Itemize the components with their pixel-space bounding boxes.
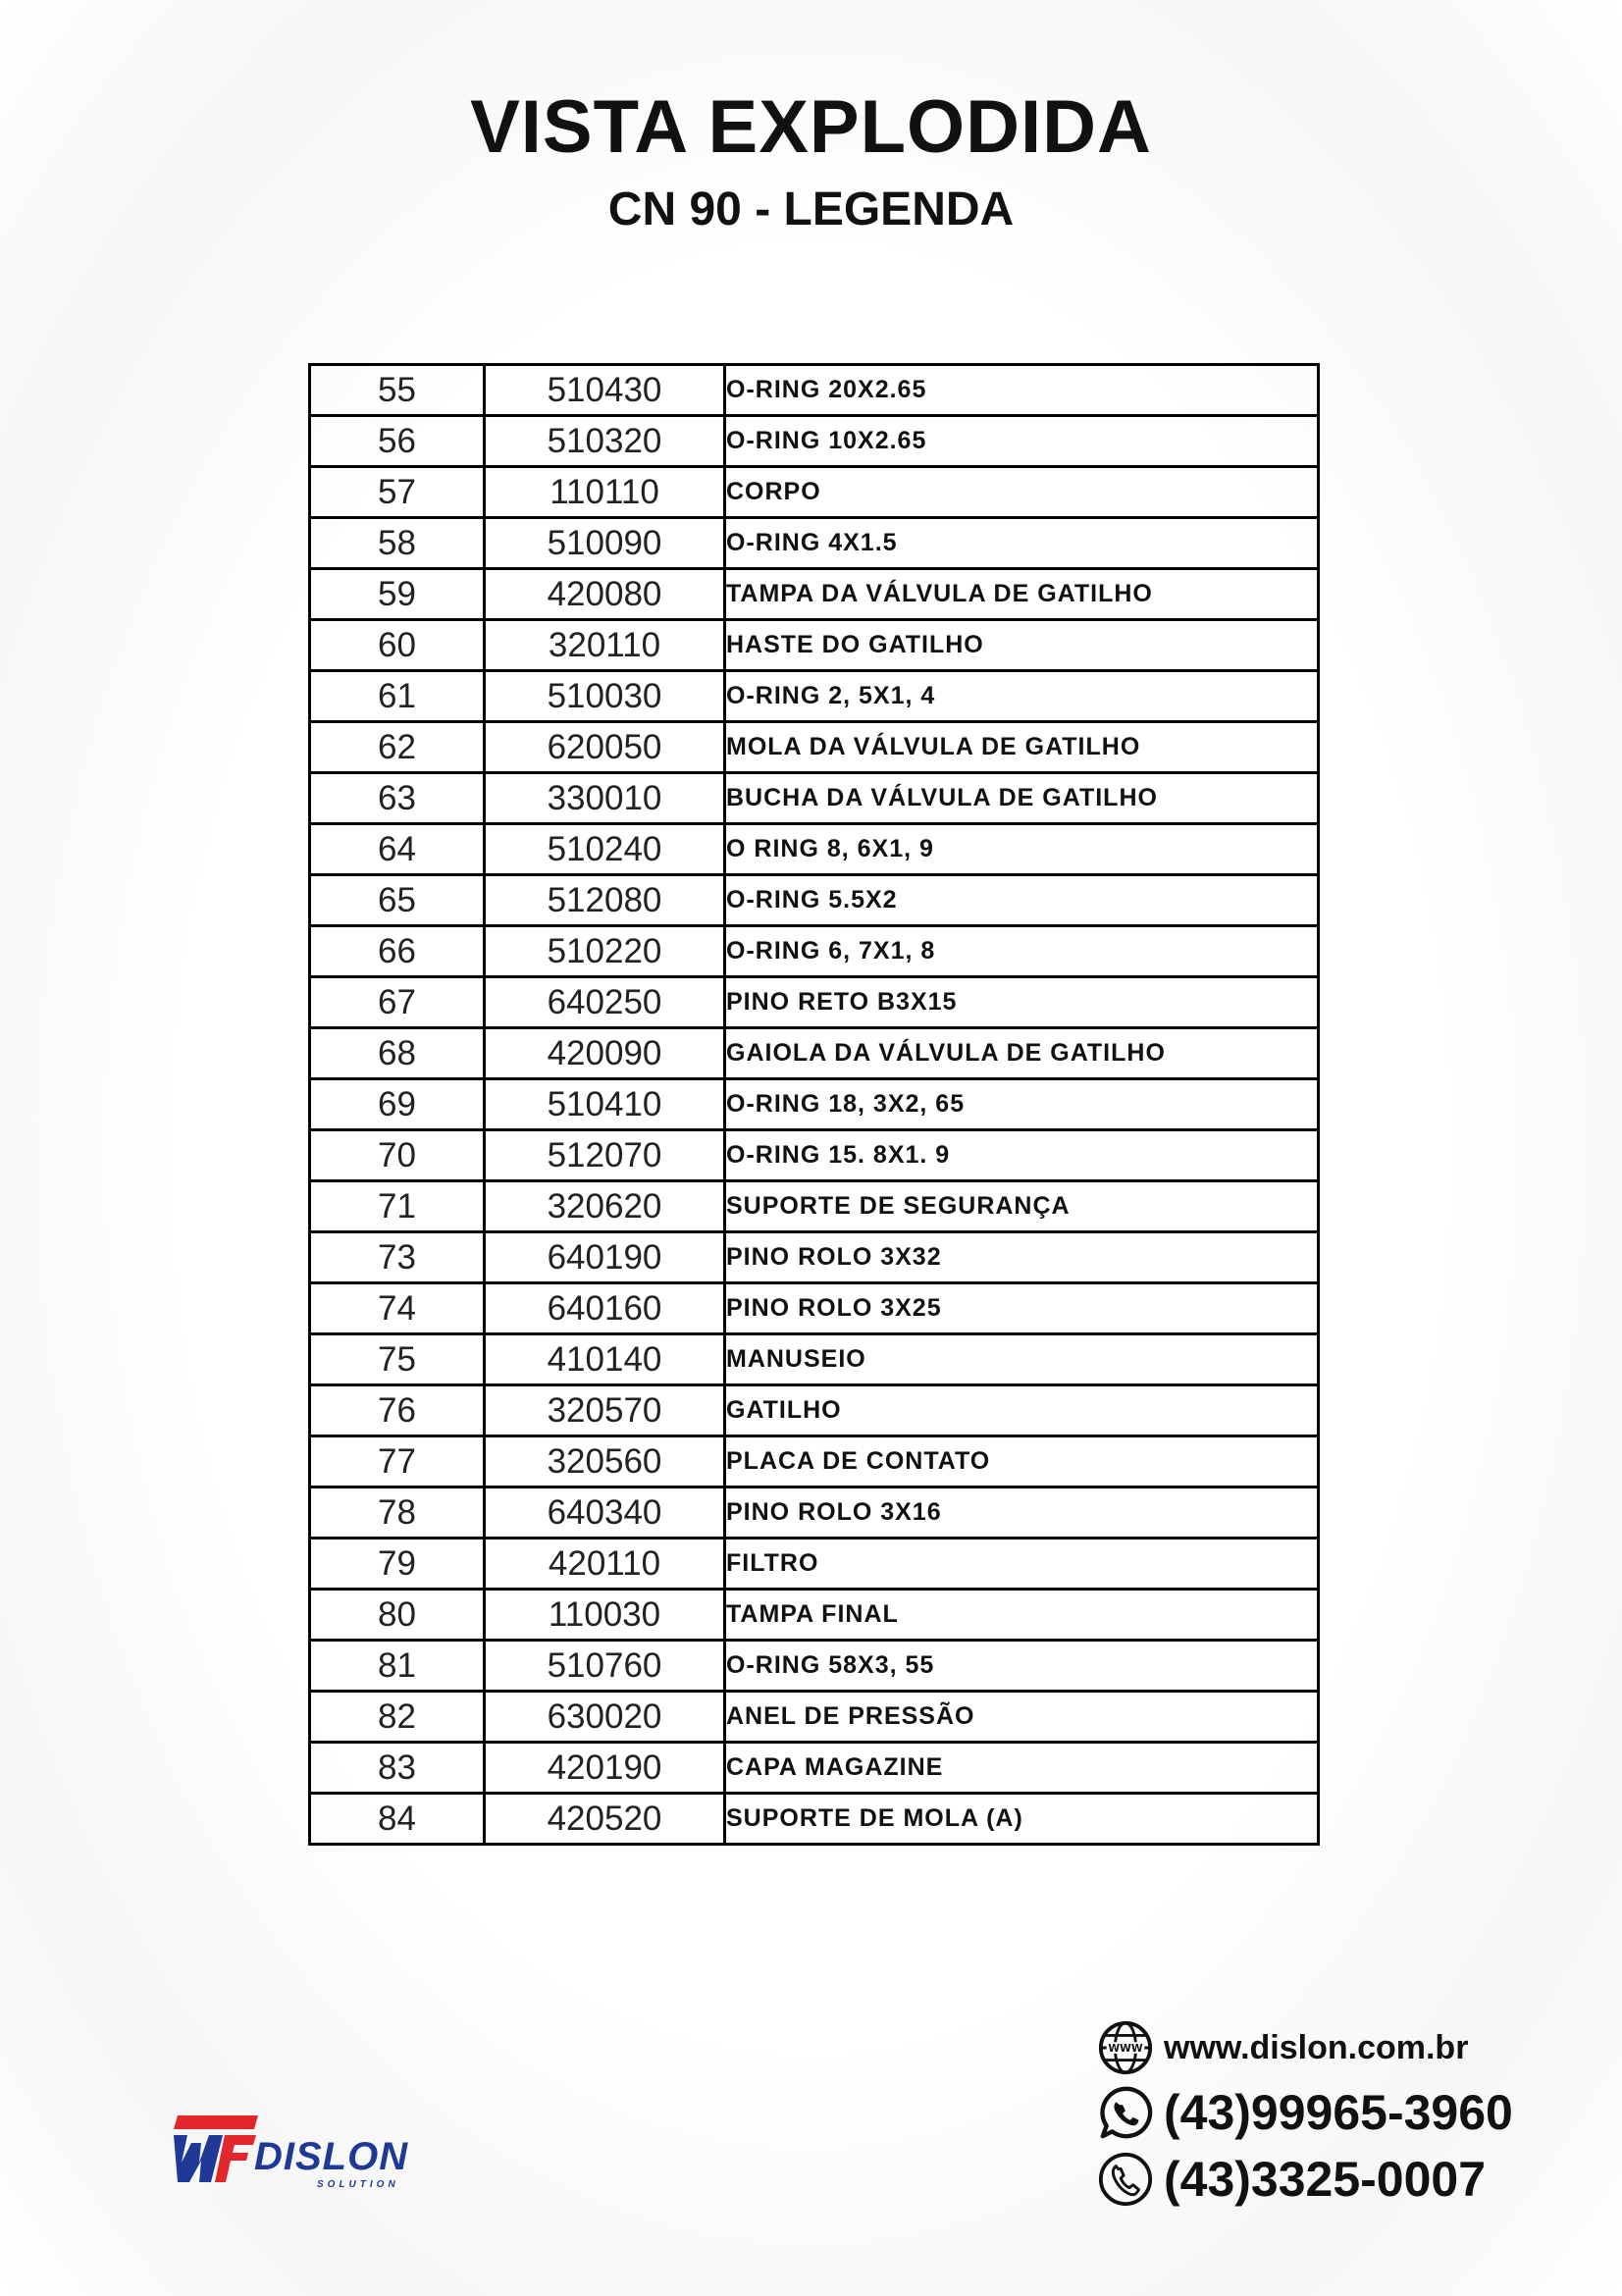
- table-row: [310, 773, 1319, 824]
- page-title: VISTA EXPLODIDA: [470, 85, 1152, 169]
- table-row: [310, 1436, 1319, 1487]
- part-code: 512080: [485, 875, 725, 926]
- table-row: [310, 1385, 1319, 1436]
- part-code: 420520: [485, 1794, 725, 1845]
- table-row: [310, 416, 1319, 467]
- globe-icon: [1097, 2019, 1154, 2076]
- part-code: 330010: [485, 773, 725, 824]
- part-number: 56: [310, 416, 485, 467]
- part-code: 640250: [485, 977, 725, 1028]
- part-number: 62: [310, 722, 485, 773]
- table-row: [310, 1487, 1319, 1539]
- part-code: 640160: [485, 1283, 725, 1334]
- part-code: 420080: [485, 569, 725, 620]
- part-number: 59: [310, 569, 485, 620]
- table-row: [310, 1181, 1319, 1232]
- part-number: 74: [310, 1283, 485, 1334]
- part-description: TAMPA FINAL: [725, 1590, 1319, 1641]
- part-code: 420190: [485, 1743, 725, 1794]
- part-code: 510760: [485, 1641, 725, 1692]
- part-code: 510030: [485, 671, 725, 722]
- phone-contact[interactable]: [1097, 2151, 1486, 2208]
- table-row: [310, 977, 1319, 1028]
- part-code: 630020: [485, 1692, 725, 1743]
- part-description: O-RING 6, 7X1, 8: [725, 926, 1319, 977]
- part-code: 110110: [485, 467, 725, 518]
- parts-table-body: [310, 365, 1319, 1845]
- table-row: [310, 1539, 1319, 1590]
- part-description: CAPA MAGAZINE: [725, 1743, 1319, 1794]
- logo-tagline: SOLUTION: [317, 2179, 399, 2190]
- part-description: O-RING 15. 8X1. 9: [725, 1130, 1319, 1181]
- page-subtitle: CN 90 - LEGENDA: [607, 183, 1015, 235]
- part-description: O-RING 2, 5X1, 4: [725, 671, 1319, 722]
- phone-number: (43)3325-0007: [1164, 2152, 1487, 2207]
- part-description: PLACA DE CONTATO: [725, 1436, 1319, 1487]
- website-contact[interactable]: [1097, 2019, 1468, 2076]
- part-description: O RING 8, 6X1, 9: [725, 824, 1319, 875]
- part-number: 70: [310, 1130, 485, 1181]
- parts-table: [308, 363, 1320, 1846]
- part-description: PINO ROLO 3X25: [725, 1283, 1319, 1334]
- part-number: 84: [310, 1794, 485, 1845]
- table-row: [310, 365, 1319, 416]
- part-description: O-RING 5.5X2: [725, 875, 1319, 926]
- part-number: 64: [310, 824, 485, 875]
- table-row: [310, 467, 1319, 518]
- table-row: [310, 1692, 1319, 1743]
- phone-icon: [1097, 2151, 1154, 2208]
- part-number: 76: [310, 1385, 485, 1436]
- svg-text:WWW: WWW: [1108, 2041, 1143, 2055]
- table-row: [310, 1130, 1319, 1181]
- part-code: 420090: [485, 1028, 725, 1079]
- part-description: O-RING 18, 3X2, 65: [725, 1079, 1319, 1130]
- table-row: [310, 1334, 1319, 1385]
- part-code: 420110: [485, 1539, 725, 1590]
- part-description: MANUSEIO: [725, 1334, 1319, 1385]
- table-row: [310, 1794, 1319, 1845]
- part-code: 320570: [485, 1385, 725, 1436]
- table-row: [310, 1590, 1319, 1641]
- part-code: 512070: [485, 1130, 725, 1181]
- table-row: [310, 671, 1319, 722]
- whatsapp-number: (43)99965-3960: [1164, 2085, 1513, 2140]
- part-number: 75: [310, 1334, 485, 1385]
- part-number: 63: [310, 773, 485, 824]
- table-row: [310, 1028, 1319, 1079]
- part-description: CORPO: [725, 467, 1319, 518]
- part-number: 83: [310, 1743, 485, 1794]
- part-number: 60: [310, 620, 485, 671]
- table-row: [310, 824, 1319, 875]
- part-number: 80: [310, 1590, 485, 1641]
- table-row: [310, 1641, 1319, 1692]
- part-description: ANEL DE PRESSÃO: [725, 1692, 1319, 1743]
- part-number: 55: [310, 365, 485, 416]
- part-code: 320110: [485, 620, 725, 671]
- part-number: 79: [310, 1539, 485, 1590]
- part-description: O-RING 20X2.65: [725, 365, 1319, 416]
- part-code: 510320: [485, 416, 725, 467]
- part-description: TAMPA DA VÁLVULA DE GATILHO: [725, 569, 1319, 620]
- part-number: 67: [310, 977, 485, 1028]
- part-description: SUPORTE DE MOLA (A): [725, 1794, 1319, 1845]
- table-row: [310, 620, 1319, 671]
- part-description: PINO ROLO 3X32: [725, 1232, 1319, 1283]
- part-code: 510090: [485, 518, 725, 569]
- part-code: 640190: [485, 1232, 725, 1283]
- table-row: [310, 518, 1319, 569]
- part-description: GATILHO: [725, 1385, 1319, 1436]
- part-code: 410140: [485, 1334, 725, 1385]
- part-number: 78: [310, 1487, 485, 1539]
- part-code: 510430: [485, 365, 725, 416]
- part-number: 57: [310, 467, 485, 518]
- table-row: [310, 926, 1319, 977]
- dislon-logo: [160, 2110, 430, 2198]
- part-code: 320560: [485, 1436, 725, 1487]
- logo-mark: [160, 2113, 258, 2192]
- website-text: www.dislon.com.br: [1164, 2028, 1469, 2066]
- part-description: O-RING 10X2.65: [725, 416, 1319, 467]
- table-row: [310, 1232, 1319, 1283]
- part-number: 77: [310, 1436, 485, 1487]
- part-code: 510410: [485, 1079, 725, 1130]
- table-row: [310, 875, 1319, 926]
- part-number: 69: [310, 1079, 485, 1130]
- part-description: GAIOLA DA VÁLVULA DE GATILHO: [725, 1028, 1319, 1079]
- part-description: BUCHA DA VÁLVULA DE GATILHO: [725, 773, 1319, 824]
- part-number: 71: [310, 1181, 485, 1232]
- table-row: [310, 722, 1319, 773]
- part-code: 620050: [485, 722, 725, 773]
- part-number: 66: [310, 926, 485, 977]
- part-number: 73: [310, 1232, 485, 1283]
- part-description: SUPORTE DE SEGURANÇA: [725, 1181, 1319, 1232]
- part-code: 320620: [485, 1181, 725, 1232]
- table-row: [310, 1079, 1319, 1130]
- part-description: PINO ROLO 3X16: [725, 1487, 1319, 1539]
- part-description: O-RING 58X3, 55: [725, 1641, 1319, 1692]
- part-code: 510220: [485, 926, 725, 977]
- part-number: 81: [310, 1641, 485, 1692]
- part-number: 65: [310, 875, 485, 926]
- part-code: 110030: [485, 1590, 725, 1641]
- part-description: MOLA DA VÁLVULA DE GATILHO: [725, 722, 1319, 773]
- table-row: [310, 1283, 1319, 1334]
- part-description: FILTRO: [725, 1539, 1319, 1590]
- part-code: 640340: [485, 1487, 725, 1539]
- logo-name: DISLON: [254, 2135, 409, 2178]
- part-description: PINO RETO B3X15: [725, 977, 1319, 1028]
- table-row: [310, 569, 1319, 620]
- part-number: 82: [310, 1692, 485, 1743]
- whatsapp-icon: [1097, 2084, 1154, 2141]
- whatsapp-contact[interactable]: [1097, 2084, 1513, 2141]
- part-description: O-RING 4X1.5: [725, 518, 1319, 569]
- part-number: 68: [310, 1028, 485, 1079]
- part-code: 510240: [485, 824, 725, 875]
- part-description: HASTE DO GATILHO: [725, 620, 1319, 671]
- table-row: [310, 1743, 1319, 1794]
- part-number: 58: [310, 518, 485, 569]
- part-number: 61: [310, 671, 485, 722]
